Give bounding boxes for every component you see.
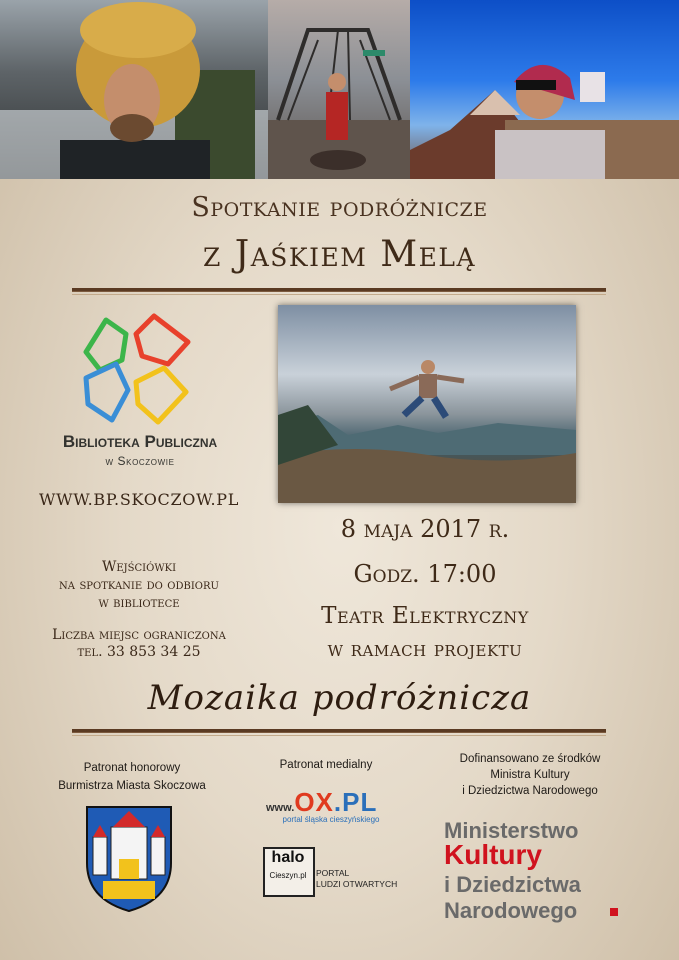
ox-logo-www: www.: [266, 802, 295, 814]
photo-volcano-traveler: [410, 0, 679, 179]
funding-line1: Dofinansowano ze środków: [459, 753, 601, 765]
skoczow-coat-of-arms-icon: [83, 803, 175, 913]
library-town: w Skoczowie: [105, 454, 175, 468]
project-intro: w ramach projektu: [327, 637, 523, 661]
library-website-link[interactable]: WWW.BP.SKOCZOW.PL: [38, 490, 240, 509]
ministry-logo-line4: Narodowego: [444, 898, 578, 923]
main-photo-jumping-traveler: [278, 305, 576, 503]
ox-pl-logo: [266, 787, 406, 818]
halo-tagline-line1: PORTAL: [316, 868, 350, 878]
funding-line2: Ministra Kultury: [490, 769, 570, 781]
event-date: 8 maja 2017 r.: [340, 515, 510, 543]
divider-top: [72, 288, 606, 292]
honorary-patron-name: Burmistrza Miasta Skoczowa: [58, 780, 206, 792]
event-venue: Teatr Elektryczny: [321, 603, 529, 629]
event-title-line2: z Jaśkiem Melą: [202, 234, 477, 275]
library-name: Biblioteka Publiczna: [62, 432, 218, 451]
tickets-line2: na spotkanie do odbioru: [59, 577, 219, 593]
project-name: Mozaika podróżnicza: [147, 678, 532, 718]
library-logo-icon: [78, 312, 198, 427]
ox-logo-tld: PL: [342, 787, 378, 817]
honorary-patron-label: Patronat honorowy: [83, 762, 181, 774]
tickets-line1: Wejściówki: [101, 559, 177, 575]
halo-logo-divider: [313, 860, 314, 892]
ministry-logo-line3: i Dziedzictwa: [444, 872, 581, 897]
media-patron-label: Patronat medialny: [279, 759, 373, 771]
seats-limited: Liczba miejsc ograniczona: [52, 627, 226, 643]
halo-logo-top: halo: [271, 849, 305, 866]
ox-logo-name: OX: [294, 787, 334, 817]
ministry-logo-red-square: [610, 908, 618, 916]
event-title-line1: Spotkanie podróżnicze: [191, 192, 488, 223]
halo-tagline-line2: LUDZI OTWARTYCH: [316, 879, 398, 889]
funding-line3: i Dziedzictwa Narodowego: [462, 785, 598, 797]
event-time: Godz. 17:00: [353, 560, 497, 588]
photo-traveler-fur-hat: [0, 0, 268, 179]
ox-logo-tagline: portal śląska cieszyńskiego: [282, 815, 380, 824]
ministry-logo-line2: Kultury: [444, 839, 542, 870]
halo-logo-bottom: Cieszyn.pl: [269, 871, 307, 880]
divider-bottom: [72, 729, 606, 733]
photo-bridge-juggler: [268, 0, 410, 179]
tickets-line3: w bibliotece: [98, 595, 180, 611]
ox-logo-dot: .: [333, 787, 343, 817]
phone-number: tel. 33 853 34 25: [77, 644, 201, 660]
halo-logo-tagline: [316, 868, 397, 890]
ministry-logo-line1: Ministerstwo: [444, 818, 579, 843]
